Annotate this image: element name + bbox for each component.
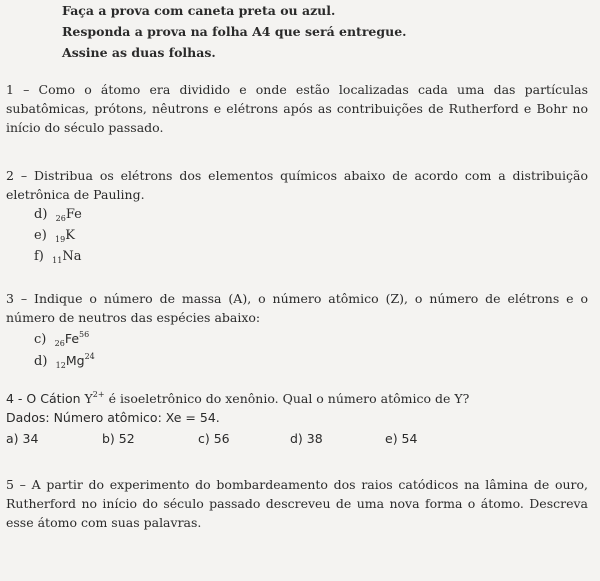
q4-option-d: d) 38 [290,431,323,446]
q4-option-a: a) 34 [6,431,39,446]
question-4: 4 - O Cátion $Y^{2+}$ é isoeletrônico do xenônio. Qual o número atômico de Y? [6,390,470,406]
question-3: 3 – Indique o número de massa (A), o número atômico (Z), o número de elétrons e o número de neutros das espécies abaixo: [6,291,588,325]
instruction-sign: Assine as duas folhas. [62,45,216,60]
q2-item-d: d) $_{26}$Fe [34,207,82,223]
q4-option-e: e) 54 [385,431,418,446]
instruction-pen: Faça a prova com caneta preta ou azul. [62,3,336,18]
q2-item-e: e) $_{19}$K [34,228,75,244]
question-2: 2 – Distribua os elétrons dos elementos químicos abaixo de acordo com a distribuição eletrônica de Pauling. [6,168,588,202]
q3-item-d: d) $_{12}Mg^{24}$ [34,352,95,370]
question-1: 1 – Como o átomo era dividido e onde estão localizadas cada uma das partículas subatômicas, prótons, nêutrons e elétrons após as contribuições de Rutherford e Bohr no início do século passado. [6,82,588,135]
q2-item-f: f) $_{11}$Na [34,249,82,265]
instruction-a4: Responda a prova na folha A4 que será entregue. [62,24,407,39]
question-5: 5 – A partir do experimento do bombardeamento dos raios catódicos na lâmina de ouro, Rutherford no início do século passado descreveu de uma nova forma o átomo. Descreva esse átomo com suas palavras. [6,477,588,530]
q4-option-b: b) 52 [102,431,135,446]
q4-dados: Dados: Número atômico: Xe = 54. [6,410,220,425]
q3-item-c: c) $_{26}Fe^{56}$ [34,330,90,348]
q4-option-c: c) 56 [198,431,230,446]
